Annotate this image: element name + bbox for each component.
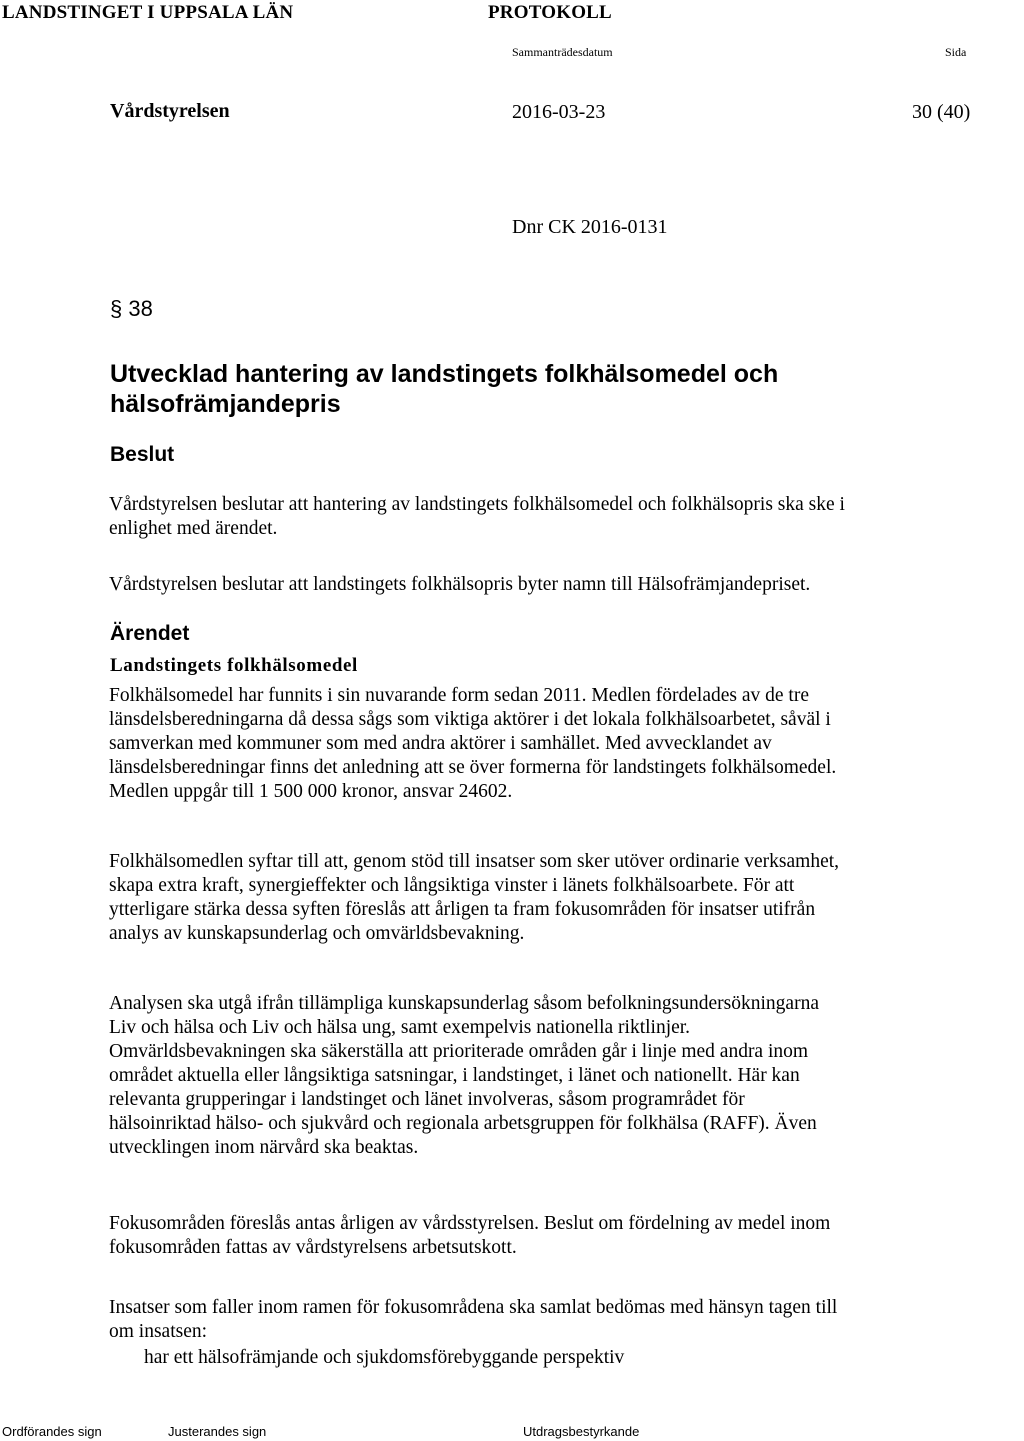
text-line: fokusområden fattas av vårdstyrelsens arbetsutskott. [109, 1237, 517, 1258]
decision-paragraph [109, 573, 1024, 597]
matter-heading: Ärendet [110, 622, 190, 645]
text-line: enlighet med ärendet. [109, 518, 278, 539]
organization-name: LANDSTINGET I UPPSALA LÄN [2, 2, 294, 23]
decision-heading: Beslut [110, 443, 175, 466]
matter-paragraph [109, 684, 1024, 804]
item-title-line: hälsofrämjandepris [110, 390, 341, 418]
adjuster-signature-label: Justerandes sign [168, 1424, 267, 1439]
text-line: Vårdstyrelsen beslutar att hantering av landstingets folkhälsomedel och folkhälsopris ska ske i [109, 494, 845, 515]
document-type: PROTOKOLL [488, 2, 612, 23]
text-line: Folkhälsomedlen syftar till att, genom stöd till insatser som sker utöver ordinarie verksamhet, [109, 851, 840, 872]
matter-paragraph [109, 850, 1024, 946]
decision-paragraph [109, 493, 1024, 541]
section-number: § 38 [110, 296, 153, 321]
text-line: området aktuella eller långsiktiga satsningar, i landstinget, i länet och nationellt. Här kan [109, 1065, 800, 1086]
matter-subheading: Landstingets folkhälsomedel [110, 655, 358, 676]
page-label: Sida [945, 45, 967, 59]
text-line: relevanta grupperingar i landstinget och länet involveras, såsom programrådet för [109, 1089, 745, 1110]
criteria-list-item: har ett hälsofrämjande och sjukdomsförebyggande perspektiv [144, 1347, 625, 1368]
text-line: utvecklingen inom närvård ska beaktas. [109, 1137, 419, 1158]
case-number: Dnr CK 2016-0131 [512, 216, 668, 238]
item-title-line: Utvecklad hantering av landstingets folkhälsomedel och [110, 360, 779, 388]
page-number: 30 (40) [912, 101, 971, 123]
meeting-date: 2016-03-23 [512, 101, 606, 123]
text-line: hälsoinriktad hälso- och sjukvård och regionala arbetsgruppen för folkhälsa (RAFF). Även [109, 1113, 817, 1134]
item-title [110, 359, 778, 419]
matter-paragraph [109, 1296, 1024, 1344]
matter-paragraph [109, 992, 1024, 1160]
text-line: Insatser som faller inom ramen för fokusområdena ska samlat bedömas med hänsyn tagen till [109, 1297, 838, 1318]
text-line: analys av kunskapsunderlag och omvärldsbevakning. [109, 923, 525, 944]
text-line: Analysen ska utgå ifrån tillämpliga kunskapsunderlag såsom befolkningsundersökningarna [109, 993, 819, 1014]
text-line: Folkhälsomedel har funnits i sin nuvarande form sedan 2011. Medlen fördelades av de tre [109, 685, 810, 706]
text-line: Liv och hälsa och Liv och hälsa ung, samt exempelvis nationella riktlinjer. [109, 1017, 691, 1038]
text-line: samverkan med kommuner som med andra aktörer i samhället. Med avvecklandet av [109, 733, 772, 754]
chair-signature-label: Ordförandes sign [2, 1424, 102, 1439]
text-line: om insatsen: [109, 1321, 208, 1342]
text-line: Fokusområden föreslås antas årligen av vårdsstyrelsen. Beslut om fördelning av medel inom [109, 1213, 831, 1234]
text-line: skapa extra kraft, synergieffekter och långsiktiga vinster i länets folkhälsoarbete. För att [109, 875, 795, 896]
text-line: ytterligare stärka dessa syften föreslås att årligen ta fram fokusområden för insatser utifrån [109, 899, 816, 920]
text-line: Omvärldsbevakningen ska säkerställa att prioriterade områden går i linje med andra inom [109, 1041, 809, 1062]
text-line: Vårdstyrelsen beslutar att landstingets folkhälsopris byter namn till Hälsofrämjandepriset. [109, 574, 811, 595]
text-line: länsdelsberedningarna då dessa sågs som viktiga aktörer i det lokala folkhälsoarbetet, såväl i [109, 709, 831, 730]
matter-paragraph [109, 1212, 1024, 1260]
meeting-date-label: Sammanträdesdatum [512, 45, 613, 59]
text-line: Medlen uppgår till 1 500 000 kronor, ansvar 24602. [109, 781, 513, 802]
board-name: Vårdstyrelsen [110, 100, 230, 122]
text-line: länsdelsberedningar finns det anledning att se över formerna för landstingets folkhälsomedel. [109, 757, 837, 778]
extract-certification-label: Utdragsbestyrkande [523, 1424, 640, 1439]
